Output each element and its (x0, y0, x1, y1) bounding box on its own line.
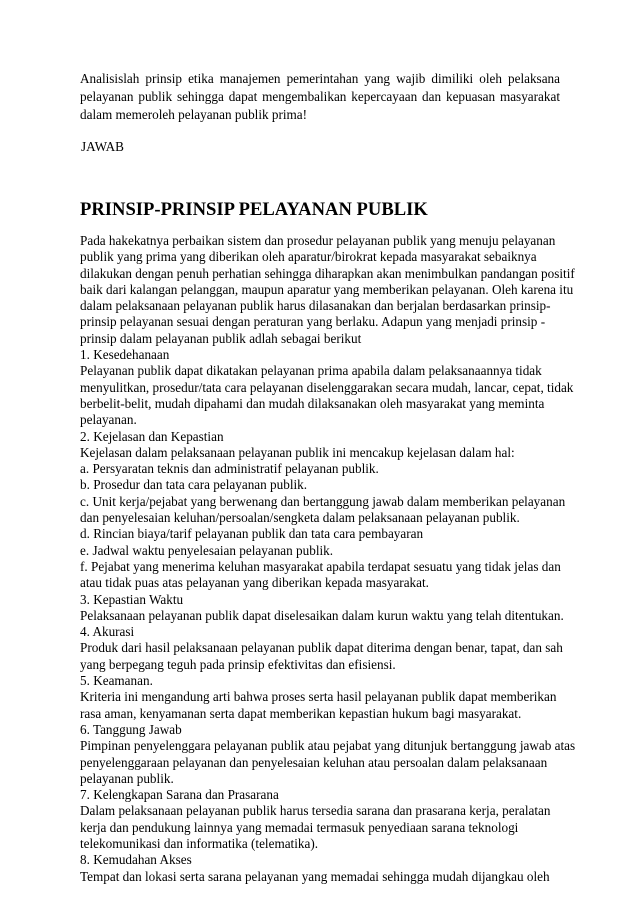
body-line: menyulitkan, prosedur/tata cara pelayanan diselenggarakan secara mudah, lancar, cepat, tidak (80, 379, 574, 395)
body-line: berbelit-belit, mudah dipahami dan mudah dilaksanakan oleh masyarakat yang meminta (80, 395, 545, 411)
body-line: 1. Kesedehanaan (80, 347, 170, 363)
body-line: 5. Keamanan. (80, 673, 153, 689)
body-line: baik dari kalangan pelanggan, maupun aparatur yang memberikan pelayanan. Oleh karena itu (80, 281, 574, 297)
body-line: Pimpinan penyelenggara pelayanan publik atau pejabat yang ditunjuk bertanggung jawab atas (80, 738, 576, 754)
body-line: publik yang prima yang diberikan oleh aparatur/birokrat kepada masyarakat sebaiknya (80, 249, 537, 265)
body-line: pelayanan publik. (80, 770, 174, 786)
body-text (80, 233, 580, 885)
body-line: dilakukan dengan penuh perhatian sehingga diharapkan akan menimbulkan pandangan positif (80, 265, 575, 281)
body-line: 3. Kepastian Waktu (80, 591, 184, 607)
body-line: Kejelasan dalam pelaksanaan pelayanan publik ini mencakup kejelasan dalam hal: (80, 444, 515, 460)
body-line: 6. Tanggung Jawab (80, 721, 182, 737)
body-line: e. Jadwal waktu penyelesaian pelayanan publik. (80, 542, 334, 558)
body-line: 4. Akurasi (80, 624, 135, 640)
body-line: Pelayanan publik dapat dikatakan pelayanan prima apabila dalam pelaksanaannya tidak (80, 363, 542, 379)
body-line: b. Prosedur dan tata cara pelayanan publik. (80, 477, 308, 493)
question-paragraph: Analisislah prinsip etika manajemen pemerintahan yang wajib dimiliki oleh pelaksana pelayanan publik sehingga dapat mengembalikan kepercayaan dan kepuasan masyarakat dalam memeroleh pelayanan publik prima! (80, 71, 560, 122)
body-line: c. Unit kerja/pejabat yang berwenang dan bertanggung jawab dalam memberikan pelayanan (80, 493, 566, 509)
body-line: 2. Kejelasan dan Kepastian (80, 428, 224, 444)
answer-label: JAWAB (81, 139, 124, 154)
body-line: pelayanan. (80, 412, 137, 428)
body-line: penyelenggaraan pelayanan dan penyelesaian keluhan atau persoalan dalam pelaksanaan (80, 754, 548, 770)
section-heading: PRINSIP-PRINSIP PELAYANAN PUBLIK (80, 199, 428, 220)
body-line: a. Persyaratan teknis dan administratif pelayanan publik. (80, 461, 379, 477)
body-line: Dalam pelaksanaan pelayanan publik harus tersedia sarana dan prasarana kerja, peralatan (80, 803, 551, 819)
body-line: dan penyelesaian keluhan/persoalan/sengketa dalam pelaksanaan pelayanan publik. (80, 510, 520, 526)
body-line: Pelaksanaan pelayanan publik dapat diselesaikan dalam kurun waktu yang telah ditentukan. (80, 607, 564, 623)
body-line: prinsip pelayanan sesuai dengan peraturan yang berlaku. Adapun yang menjadi prinsip - (80, 314, 546, 330)
body-line: Kriteria ini mengandung arti bahwa proses serta hasil pelayanan publik dapat memberikan (80, 689, 557, 705)
body-line: telekomunikasi dan informatika (telematika). (80, 835, 319, 851)
body-line: 7. Kelengkapan Sarana dan Prasarana (80, 787, 279, 803)
body-line: prinsip dalam pelayanan publik adlah sebagai berikut (80, 330, 362, 346)
body-line: f. Pejabat yang menerima keluhan masyarakat apabila terdapat sesuatu yang tidak jelas dan (80, 558, 561, 574)
body-line: yang berpegang teguh pada prinsip efektivitas dan efisiensi. (80, 656, 396, 672)
body-line: kerja dan pendukung lainnya yang memadai termasuk penyediaan sarana teknologi (80, 819, 519, 835)
body-line: Tempat dan lokasi serta sarana pelayanan yang memadai sehingga mudah dijangkau oleh (80, 868, 550, 884)
body-line: 8. Kemudahan Akses (80, 852, 192, 868)
body-line: Pada hakekatnya perbaikan sistem dan prosedur pelayanan publik yang menuju pelayanan (80, 233, 556, 248)
body-line: rasa aman, kenyamanan serta dapat memberikan kepastian hukum bagi masyarakat. (80, 705, 522, 721)
body-line: atau tidak puas atas pelayanan yang diberikan kepada masyarakat. (80, 575, 429, 591)
body-line: d. Rincian biaya/tarif pelayanan publik dan tata cara pembayaran (80, 526, 424, 542)
body-line: dalam pelaksanaan pelayanan publik harus dilasanakan dan berjalan berdasarkan prinsip- (80, 298, 551, 314)
body-line: Produk dari hasil pelaksanaan pelayanan publik dapat diterima dengan benar, tapat, dan sah (80, 640, 563, 656)
